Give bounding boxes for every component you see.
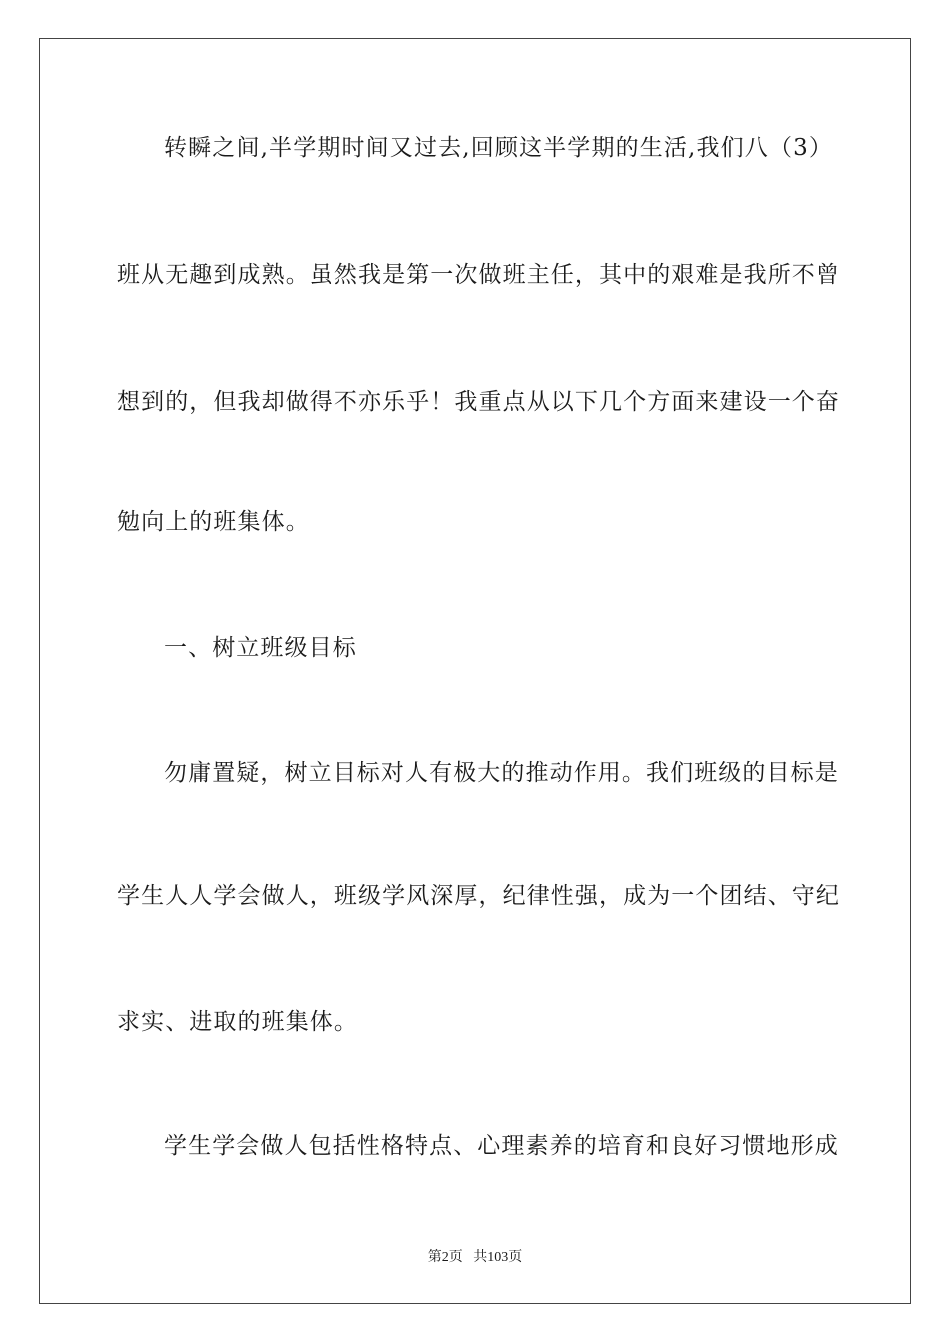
page-number: 第2页	[427, 1250, 463, 1265]
page-footer	[0, 1249, 950, 1267]
paragraph-line: 转瞬之间,半学期时间又过去,回顾这半学期的生活,我们八（3）	[164, 135, 833, 161]
paragraph-line: 勿庸置疑，树立目标对人有极大的推动作用。我们班级的目标是	[164, 760, 839, 786]
paragraph-line: 勉向上的班集体。	[117, 509, 310, 535]
paragraph-line: 学生人人学会做人，班级学风深厚，纪律性强，成为一个团结、守纪	[117, 883, 840, 909]
paragraph-line: 求实、进取的班集体。	[117, 1009, 358, 1035]
paragraph-line: 班从无趣到成熟。虽然我是第一次做班主任，其中的艰难是我所不曾	[117, 262, 840, 288]
paragraph-line: 想到的，但我却做得不亦乐乎！我重点从以下几个方面来建设一个奋	[117, 389, 840, 415]
section-heading: 一、树立班级目标	[164, 635, 357, 661]
page-total: 共103页	[473, 1250, 523, 1265]
paragraph-line: 学生学会做人包括性格特点、心理素养的培育和良好习惯地形成	[164, 1133, 839, 1159]
page-border	[39, 38, 911, 1304]
